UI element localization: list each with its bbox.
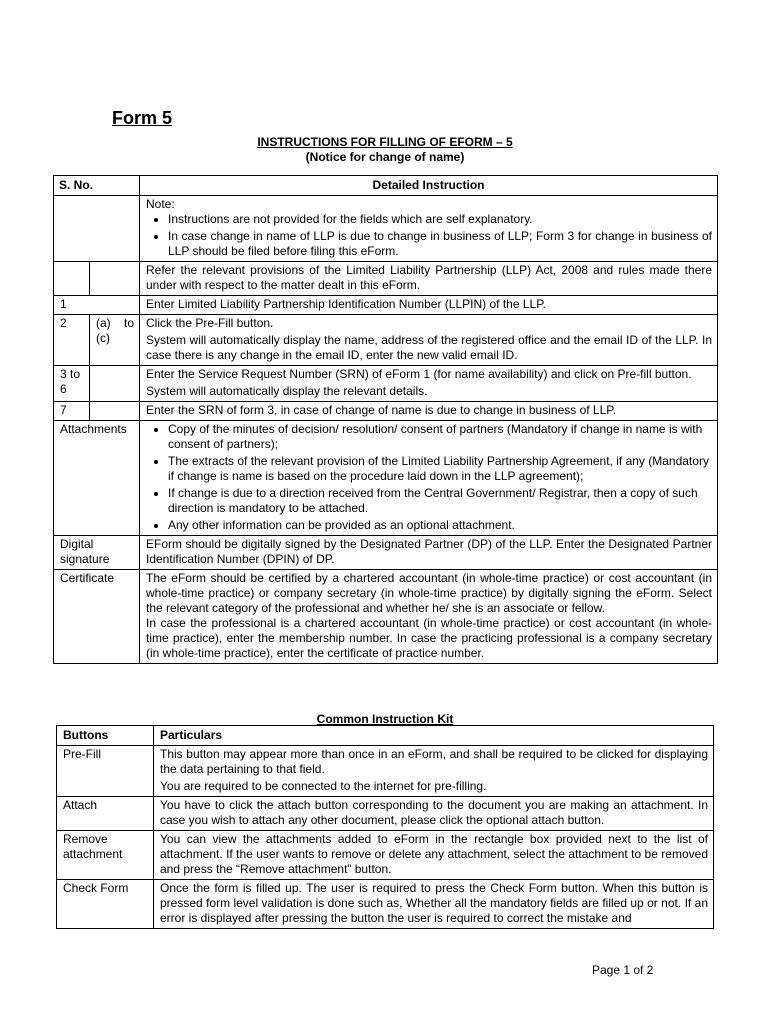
instruction-cell: Enter the Service Request Number (SRN) of eForm 1 (for name availability) and click on Pre-fill button. System will automatically display the relevant details. [140, 366, 718, 402]
note-label: Note: [146, 197, 175, 211]
row-number: 7 [54, 402, 90, 421]
list-item: • Any other information can be provided as an optional attachment. [168, 518, 712, 533]
digital-signature-label: Digital signature [54, 536, 140, 570]
note-cell [140, 196, 718, 262]
check-form-label: Check Form [57, 880, 154, 929]
remove-attachment-label: Remove attachment [57, 831, 154, 880]
table-header-row [57, 726, 714, 746]
row-number: 3 to 6 [54, 366, 90, 402]
table-row [57, 746, 714, 797]
table-row [54, 262, 718, 296]
table-row [57, 880, 714, 929]
refer-cell: Refer the relevant provisions of the Limited Liability Partnership (LLP) Act, 2008 and rules made there under with respect to the matter dealt in this eForm. [140, 262, 718, 296]
particulars-cell: You can view the attachments added to eForm in the rectangle box provided next to the list of attachment. If the user wants to remove or delete any attachment, select the attachment to be removed and press the “Remove attachment” button. [154, 831, 714, 880]
table-row [57, 797, 714, 831]
row-number: 1 [54, 296, 140, 315]
table-row [54, 196, 718, 262]
instruction-cell: Enter the SRN of form 3, in case of change of name is due to change in business of LLP. [140, 402, 718, 421]
row-subnumber: (a) to (c) [90, 315, 140, 366]
particulars-cell: You have to click the attach button corresponding to the document you are making an attachment. In case you wish to attach any other document, please click the optional attach button. [154, 797, 714, 831]
table-header-row [54, 176, 718, 196]
particulars-header: Particulars [154, 726, 714, 746]
list-item: • In case change in name of LLP is due to change in business of LLP; Form 3 for change in business of LLP should be filed before filing this eForm. [168, 229, 712, 259]
buttons-header: Buttons [57, 726, 154, 746]
certificate-label: Certificate [54, 570, 140, 664]
attachments-list [146, 422, 712, 533]
instruction-cell: The eForm should be certified by a chartered accountant (in whole-time practice) or cost accountant (in whole-time practice) or company secretary (in whole-time practice) by digitally signing the eForm. Select the relevant category of the professional and whether he/ she is an associate or fellow. In case the professional is a chartered accountant (in whole-time practice) or cost accountant (in whole-time practice), enter the membership number. In case the practicing professional is a company secretary (in whole-time practice), enter the certificate of practice number. [140, 570, 718, 664]
table-row [54, 315, 718, 366]
list-item: • Instructions are not provided for the fields which are self explanatory. [168, 212, 712, 227]
sno-header: S. No. [54, 176, 140, 196]
attach-label: Attach [57, 797, 154, 831]
form-title: Form 5 [112, 108, 173, 128]
particulars-cell: This button may appear more than once in an eForm, and shall be required to be clicked for displaying the data pertaining to that field. You are required to be connected to the internet for pre-filling. [154, 746, 714, 797]
table-row [57, 831, 714, 880]
kit-heading: Common Instruction Kit [316, 712, 454, 726]
list-item: • If change is due to a direction received from the Central Government/ Registrar, then a copy of such direction is mandatory to be attached. [168, 486, 712, 516]
instruction-cell: Click the Pre-Fill button. System will automatically display the name, address of the registered office and the email ID of the LLP. In case there is any change in the email ID, enter the new valid email ID. [140, 315, 718, 366]
instructions-table [53, 175, 718, 664]
attachments-cell [140, 421, 718, 536]
table-row [54, 536, 718, 570]
list-item: • Copy of the minutes of decision/ resolution/ consent of partners (Mandatory if change in name is with consent of partners); [168, 422, 712, 452]
attachments-label: Attachments [54, 421, 140, 536]
list-item: • The extracts of the relevant provision of the Limited Liability Partnership Agreement, if any (Mandatory if change is name is based on the procedure laid down in the LLP agreement); [168, 454, 712, 484]
particulars-cell: Once the form is filled up. The user is required to press the Check Form button. When this button is pressed form level validation is done such as, Whether all the mandatory fields are filled up or not. If an error is displayed after pressing the button the user is required to correct the mistake and [154, 880, 714, 929]
note-list [146, 212, 712, 259]
instruction-kit-table [56, 725, 714, 929]
instructions-subheading: (Notice for change of name) [305, 150, 465, 164]
table-row [54, 366, 718, 402]
instruction-header: Detailed Instruction [140, 176, 718, 196]
instructions-heading: INSTRUCTIONS FOR FILLING OF EFORM – 5 [257, 135, 513, 149]
prefill-label: Pre-Fill [57, 746, 154, 797]
table-row [54, 296, 718, 315]
table-row [54, 421, 718, 536]
instruction-cell: EForm should be digitally signed by the Designated Partner (DP) of the LLP. Enter the Designated Partner Identification Number (DPIN) of DP. [140, 536, 718, 570]
table-row [54, 570, 718, 664]
instruction-cell: Enter Limited Liability Partnership Identification Number (LLPIN) of the LLP. [140, 296, 718, 315]
table-row [54, 402, 718, 421]
row-number: 2 [54, 315, 90, 366]
page-number: Page 1 of 2 [592, 963, 654, 977]
